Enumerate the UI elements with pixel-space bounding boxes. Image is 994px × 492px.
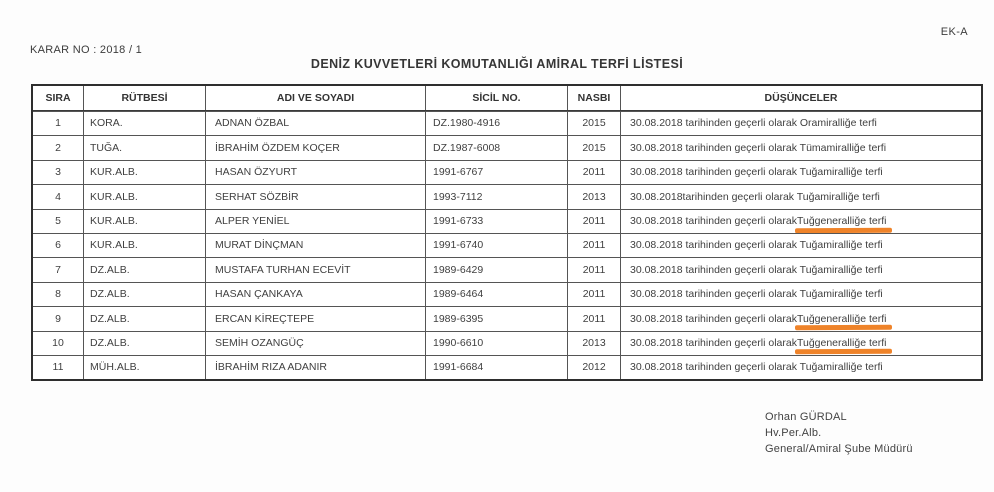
row-number-cell: 3	[55, 166, 61, 179]
nasbi-cell: 2015	[567, 136, 620, 159]
signature-name: Orhan GÜRDAL	[765, 411, 847, 423]
row-number-cell: 6	[55, 239, 61, 252]
registry-number-cell: 1989-6429	[425, 258, 567, 281]
highlight-underline: Tuğgeneralliğe terfi	[796, 215, 887, 227]
row-number-cell: 2	[55, 141, 61, 154]
name-cell: HASAN ÇANKAYA	[205, 283, 425, 306]
rank-cell: MÜH.ALB.	[83, 356, 205, 379]
nasbi-cell: 2013	[567, 185, 620, 208]
remark-text: 30.08.2018 tarihinden geçerli olarak Tuğamiralliğe terfi	[630, 361, 883, 374]
name-cell: ADNAN ÖZBAL	[205, 112, 425, 135]
row-number-cell: 5	[55, 215, 61, 227]
page-title: DENİZ KUVVETLERİ KOMUTANLIĞI AMİRAL TERFİ LİSTESİ	[310, 57, 684, 71]
nasbi-cell: 2011	[567, 234, 620, 257]
remark-text: 30.08.2018 tarihinden geçerli olarak	[630, 336, 797, 349]
remark-cell	[620, 356, 981, 379]
row-number-cell: 11	[52, 361, 64, 374]
registry-number-cell: 1989-6395	[425, 307, 567, 330]
name-cell: ERCAN KİREÇTEPE	[205, 307, 425, 330]
remark-text: 30.08.2018 tarihinden geçerli olarak Tuğamiralliğe terfi	[630, 166, 883, 179]
remark-cell	[620, 185, 981, 208]
rank-cell: KORA.	[83, 112, 205, 135]
name-cell: SERHAT SÖZBİR	[205, 185, 425, 208]
registry-number-cell: 1991-6740	[425, 234, 567, 257]
nasbi-cell: 2011	[567, 258, 620, 281]
nasbi-cell: 2011	[567, 161, 620, 184]
promotion-table	[31, 84, 983, 381]
remark-text: 30.08.2018 tarihinden geçerli olarak Tümamiralliğe terfi	[630, 141, 887, 154]
remark-text: 30.08.2018 tarihinden geçerli olarak Tuğamiralliğe terfi	[630, 263, 883, 276]
nasbi-cell: 2011	[567, 307, 620, 330]
header-cell-sira: SIRA	[45, 91, 71, 104]
row-number-cell: 9	[55, 312, 61, 325]
table-body	[33, 111, 981, 379]
rank-cell: DZ.ALB.	[83, 258, 205, 281]
header-cell-nasbi: NASBI	[567, 86, 620, 110]
header-cell-adi-ve-soyadi: ADI VE SOYADI	[205, 86, 425, 110]
remark-text: 30.08.2018 tarihinden geçerli olarak Oramiralliğe terfi	[630, 117, 877, 130]
header-cell-rutbesi: RÜTBESİ	[83, 86, 205, 110]
nasbi-cell: 2011	[567, 210, 620, 233]
signature-block	[765, 409, 913, 457]
table-row	[33, 355, 981, 379]
remark-cell	[620, 283, 981, 306]
nasbi-cell: 2015	[567, 112, 620, 135]
name-cell: MURAT DİNÇMAN	[205, 234, 425, 257]
registry-number-cell: 1990-6610	[425, 332, 567, 355]
registry-number-cell: 1991-6767	[425, 161, 567, 184]
rank-cell: DZ.ALB.	[83, 332, 205, 355]
registry-number-cell: 1989-6464	[425, 283, 567, 306]
decision-number: KARAR NO : 2018 / 1	[30, 44, 143, 56]
remark-text: 30.08.2018tarihinden geçerli olarak Tuğamiralliğe terfi	[630, 190, 880, 203]
remark-cell	[620, 136, 981, 159]
table-row	[33, 233, 981, 257]
row-number-cell: 4	[55, 190, 61, 203]
remark-cell	[620, 258, 981, 281]
table-row	[33, 184, 981, 208]
nasbi-cell: 2011	[567, 283, 620, 306]
rank-cell: DZ.ALB.	[83, 283, 205, 306]
registry-number-cell: 1991-6733	[425, 210, 567, 233]
registry-number-cell: DZ.1980-4916	[425, 112, 567, 135]
row-number-cell: 7	[55, 263, 61, 276]
header-cell-dusunceler: DÜŞÜNCELER	[620, 86, 981, 110]
table-row	[33, 282, 981, 306]
header-cell-sicil-no: SİCİL NO.	[425, 86, 567, 110]
rank-cell: TUĞA.	[83, 136, 205, 159]
table-row	[33, 257, 981, 281]
name-cell: İBRAHİM RIZA ADANIR	[205, 356, 425, 379]
table-row	[33, 306, 981, 330]
table-row	[33, 331, 981, 355]
row-number-cell: 1	[55, 117, 61, 130]
rank-cell: DZ.ALB.	[83, 307, 205, 330]
rank-cell: KUR.ALB.	[83, 161, 205, 184]
signature-rank: Hv.Per.Alb.	[765, 427, 822, 439]
row-number-cell: 10	[52, 336, 64, 349]
name-cell: İBRAHİM ÖZDEM KOÇER	[205, 136, 425, 159]
name-cell: ALPER YENİEL	[205, 210, 425, 233]
registry-number-cell: 1991-6684	[425, 356, 567, 379]
remark-cell	[620, 332, 981, 355]
rank-cell: KUR.ALB.	[83, 234, 205, 257]
table-header-row	[33, 86, 981, 111]
table-row	[33, 209, 981, 233]
table-row	[33, 135, 981, 159]
rank-cell: KUR.ALB.	[83, 185, 205, 208]
table-row	[33, 160, 981, 184]
table-row	[33, 111, 981, 135]
remark-cell	[620, 112, 981, 135]
name-cell: SEMİH OZANGÜÇ	[205, 332, 425, 355]
remark-cell	[620, 234, 981, 257]
name-cell: HASAN ÖZYURT	[205, 161, 425, 184]
row-number-cell: 8	[55, 288, 61, 301]
annex-label: EK-A	[940, 26, 968, 38]
name-cell: MUSTAFA TURHAN ECEVİT	[205, 258, 425, 281]
remark-text: 30.08.2018 tarihinden geçerli olarak	[630, 312, 797, 325]
highlight-underline: Tuğgeneralliğe terfi	[796, 336, 887, 349]
remark-text: 30.08.2018 tarihinden geçerli olarak Tuğamiralliğe terfi	[630, 288, 883, 301]
remark-text: 30.08.2018 tarihinden geçerli olarak	[630, 215, 797, 227]
registry-number-cell: 1993-7112	[425, 185, 567, 208]
nasbi-cell: 2012	[567, 356, 620, 379]
remark-text: 30.08.2018 tarihinden geçerli olarak Tuğamiralliğe terfi	[630, 239, 883, 252]
nasbi-cell: 2013	[567, 332, 620, 355]
highlight-underline: Tuğgeneralliğe terfi	[796, 312, 887, 325]
signature-title: General/Amiral Şube Müdürü	[765, 443, 913, 455]
rank-cell: KUR.ALB.	[83, 210, 205, 233]
remark-cell	[620, 210, 981, 233]
registry-number-cell: DZ.1987-6008	[425, 136, 567, 159]
remark-cell	[620, 161, 981, 184]
remark-cell	[620, 307, 981, 330]
